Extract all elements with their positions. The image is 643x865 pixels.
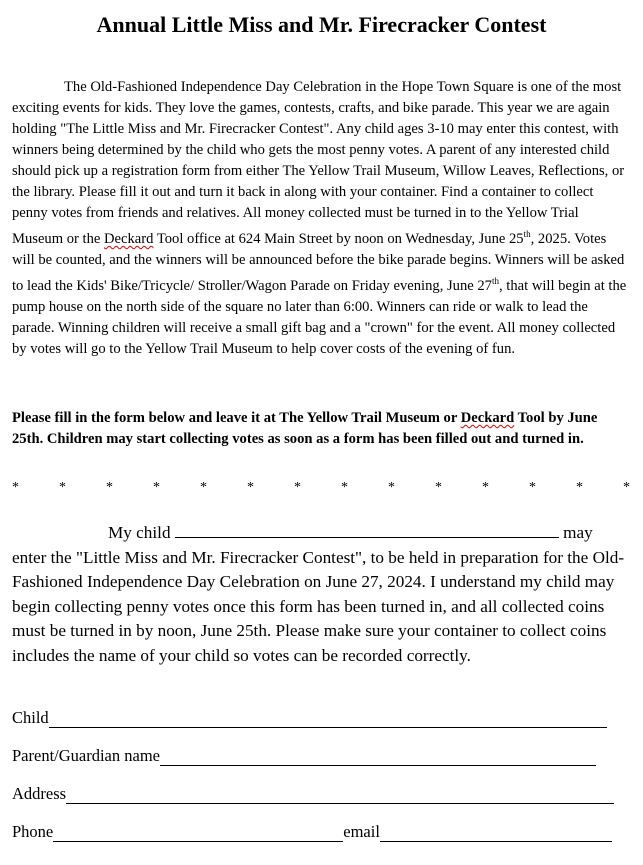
intro-text-2: Tool office at 624 Main Street by noon on Wednesday, June 25: [153, 230, 524, 247]
parent-label: Parent/Guardian name: [12, 746, 160, 765]
parent-line[interactable]: [160, 749, 596, 766]
email-line[interactable]: [380, 825, 612, 842]
my-child-label: My child: [108, 523, 171, 542]
star: *: [576, 480, 583, 495]
instructions-text-2: Tool by June 25th. Children may start collecting votes as soon as a form has been filled out and turned in.: [12, 410, 598, 447]
child-label: Child: [12, 708, 49, 727]
child-field[interactable]: [12, 708, 607, 728]
may-label: may: [563, 523, 593, 542]
child-line[interactable]: [49, 711, 607, 728]
page-title: Annual Little Miss and Mr. Firecracker Contest: [96, 12, 547, 37]
consent-text: enter the "Little Miss and Mr. Firecracker Contest", to be held in preparation for the Old-Fashioned Independence Day Celebration on June 27, 2024. I understand my child may begin collecting penny votes once this form has been turned in, and all collected coins must be turned in by noon, June 25th. Please make sure your container to collect coins includes the name of your child so votes can be recorded correctly.: [12, 547, 625, 665]
intro-text-4: , that will begin at the pump house on the north side of the square no later than 6:00. Winners can ride or walk to lead the parade. Winning children will receive a small gift bag and a "crown" for the event. All money collected by votes will go to the Yellow Trail Museum to help cover costs of the evening of fun.: [12, 277, 627, 357]
star: *: [341, 480, 348, 495]
star: *: [623, 480, 630, 495]
spellcheck-word: Deckard: [104, 230, 154, 247]
intro-text-3: , 2025. Votes will be counted, and the winners will be announced before the bike parade begins. Winners will be asked to lead the Kids' Bike/Tricycle/ Stroller/Wagon Parade on Friday evening, June 27: [12, 230, 625, 294]
child-name-blank[interactable]: [175, 523, 559, 538]
star-divider: [12, 480, 630, 496]
address-line[interactable]: [66, 787, 614, 804]
superscript-th: th: [523, 229, 531, 239]
star: *: [12, 480, 19, 495]
parent-field[interactable]: [12, 746, 596, 766]
phone-line[interactable]: [53, 825, 343, 842]
star: *: [59, 480, 66, 495]
address-field[interactable]: [12, 784, 614, 804]
consent-paragraph: [12, 521, 630, 669]
intro-paragraph: [12, 77, 630, 360]
star: *: [106, 480, 113, 495]
email-label: email: [343, 822, 380, 841]
intro-text-1: The Old-Fashioned Independence Day Celebration in the Hope Town Square is one of the most exciting events for kids. They love the games, contests, crafts, and bike parade. This year we are again holding "The Little Miss and Mr. Firecracker Contest". Any child ages 3-10 may enter this contest, with winners being determined by the child who gets the most penny votes. A parent of any interested child should pick up a registration form from either The Yellow Trail Museum, Willow Leaves, Reflections, or the library. Please fill it out and turn it back in along with your container. Find a container to collect penny votes from friends and relatives. All money collected must be turned in to the Yellow Trial Museum or the: [12, 79, 625, 247]
star: *: [294, 480, 301, 495]
star: *: [153, 480, 160, 495]
spellcheck-word: Deckard: [460, 410, 515, 426]
superscript-th: th: [491, 275, 499, 286]
star: *: [529, 480, 536, 495]
phone-label: Phone: [12, 822, 54, 841]
star: *: [482, 480, 489, 495]
star: *: [388, 480, 395, 495]
star: *: [435, 480, 442, 495]
star: *: [247, 480, 254, 495]
instructions-paragraph: [12, 408, 630, 450]
contact-field[interactable]: [12, 822, 612, 842]
instructions-text-1: Please fill in the form below and leave it at The Yellow Trail Museum or: [12, 410, 461, 426]
address-label: Address: [12, 784, 67, 803]
star: *: [200, 480, 207, 495]
